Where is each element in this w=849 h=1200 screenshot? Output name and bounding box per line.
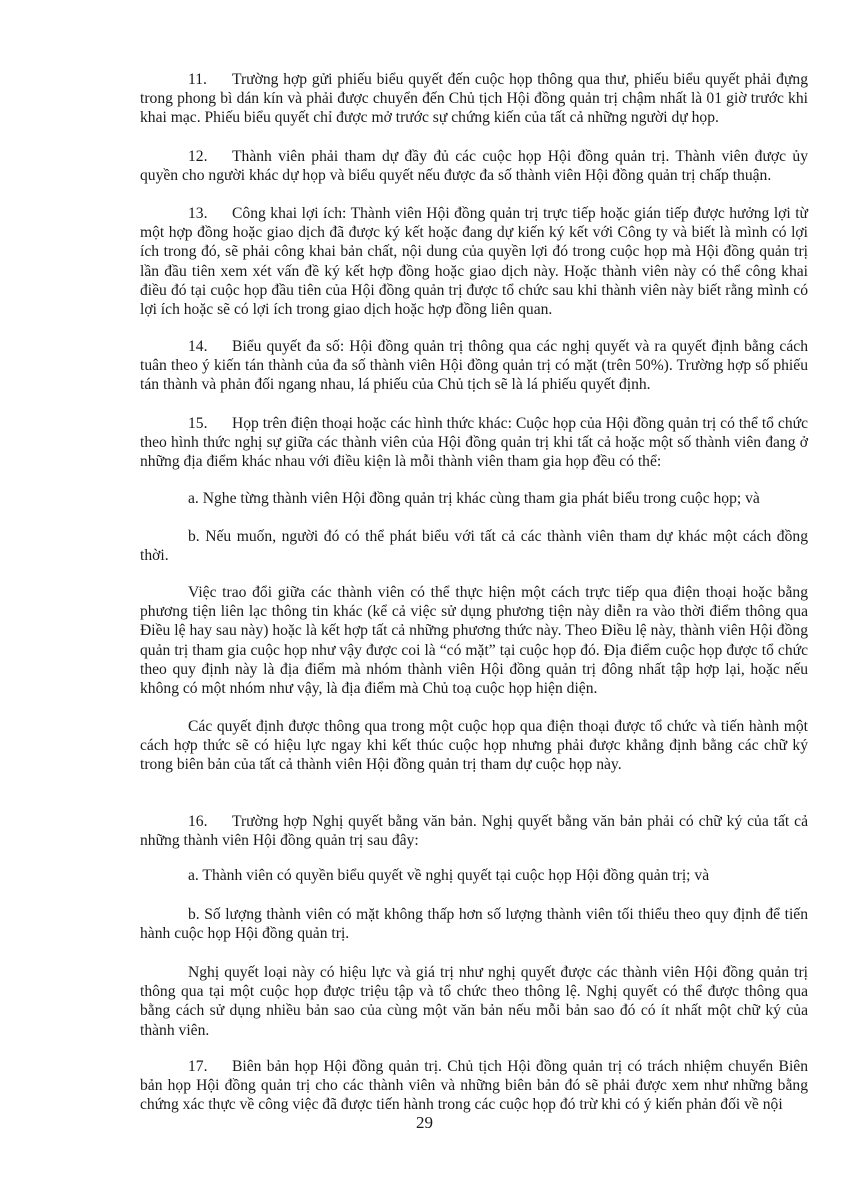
- paragraph-number: 14.: [188, 338, 208, 355]
- paragraph-text: Công khai lợi ích: Thành viên Hội đồng quản trị trực tiếp hoặc gián tiếp được hưởng lợi từ một hợp đồng hoặc giao dịch đã được ký kết hoặc đang dự kiến ký kết với Công ty và biết là mình có lợi ích trong đó, sẽ phải công khai bản chất, nội dung của quyền lợi đó trong cuộc họp mà Hội đồng quản trị lần đầu tiên xem xét vấn đề ký kết hợp đồng hoặc giao dịch này. Hoặc thành viên này có thể công khai điều đó tại cuộc họp đầu tiên của Hội đồng quản trị được tổ chức sau khi thành viên này biết rằng mình có lợi ích hoặc sẽ có lợi ích trong giao dịch hoặc hợp đồng liên quan.: [140, 205, 808, 319]
- paragraph-text: b. Nếu muốn, người đó có thể phát biểu với tất cả các thành viên tham dự khác một cách đồng thời.: [140, 528, 808, 565]
- paragraph-16c: [140, 963, 808, 1040]
- paragraph-16b: [140, 905, 808, 943]
- paragraph-11: [140, 70, 808, 128]
- paragraph-text: Họp trên điện thoại hoặc các hình thức khác: Cuộc họp của Hội đồng quản trị có thể tổ chức theo hình thức nghị sự giữa các thành viên của Hội đồng quản trị khi tất cả hoặc một số thành viên đang ở những địa điểm khác nhau với điều kiện là mỗi thành viên tham gia họp đều có thể:: [140, 415, 808, 471]
- paragraph-16a: [140, 866, 808, 885]
- paragraph-text: Biểu quyết đa số: Hội đồng quản trị thông qua các nghị quyết và ra quyết định bằng cách tuân theo ý kiến tán thành của đa số thành viên Hội đồng quản trị có mặt (trên 50%). Trường hợp số phiếu tán thành và phản đối ngang nhau, lá phiếu của Chủ tịch sẽ là lá phiếu quyết định.: [140, 338, 808, 394]
- paragraph-15: [140, 414, 808, 472]
- paragraph-16: [140, 812, 808, 850]
- paragraph-12: [140, 147, 808, 185]
- paragraph-number: 15.: [188, 415, 208, 432]
- paragraph-number: 12.: [188, 148, 208, 165]
- paragraph-number: 11.: [188, 71, 207, 88]
- paragraph-15d: [140, 717, 808, 775]
- paragraph-15a: [140, 489, 808, 508]
- paragraph-15b: [140, 527, 808, 565]
- paragraph-13: [140, 204, 808, 319]
- paragraph-text: b. Số lượng thành viên có mặt không thấp hơn số lượng thành viên tối thiểu theo quy định để tiến hành cuộc họp Hội đồng quản trị.: [140, 906, 808, 943]
- paragraph-number: 17.: [188, 1058, 208, 1075]
- page-number: 29: [416, 1113, 433, 1132]
- paragraph-number: 13.: [188, 205, 208, 222]
- paragraph-text: Trường hợp Nghị quyết bằng văn bản. Nghị quyết bằng văn bản phải có chữ ký của tất cả những thành viên Hội đồng quản trị sau đây:: [140, 813, 808, 850]
- paragraph-text: Biên bản họp Hội đồng quản trị. Chủ tịch Hội đồng quản trị có trách nhiệm chuyển Biên bản họp Hội đồng quản trị cho các thành viên và những biên bản đó sẽ phải được xem như những bằng chứng xác thực về công việc đã được tiến hành trong các cuộc họp đó trừ khi có ý kiến phản đối về nội: [140, 1058, 808, 1114]
- paragraph-text: Trường hợp gửi phiếu biểu quyết đến cuộc họp thông qua thư, phiếu biểu quyết phải đựng trong phong bì dán kín và phải được chuyển đến Chủ tịch Hội đồng quản trị chậm nhất là 01 giờ trước khi khai mạc. Phiếu biểu quyết chỉ được mở trước sự chứng kiến của tất cả những người dự họp.: [140, 71, 808, 127]
- paragraph-17: [140, 1057, 808, 1115]
- paragraph-text: Việc trao đổi giữa các thành viên có thể thực hiện một cách trực tiếp qua điện thoại hoặc bằng phương tiện liên lạc thông tin khác (kể cả việc sử dụng phương tiện này diễn ra vào thời điểm thông qua Điều lệ hay sau này) hoặc là kết hợp tất cả những phương thức này. Theo Điều lệ này, thành viên Hội đồng quản trị tham gia cuộc họp như vậy được coi là “có mặt” tại cuộc họp đó. Địa điểm cuộc họp được tổ chức theo quy định này là địa điểm mà nhóm thành viên Hội đồng quản trị đông nhất tập hợp lại, hoặc nếu không có một nhóm như vậy, là địa điểm mà Chủ toạ cuộc họp hiện diện.: [140, 584, 808, 698]
- paragraph-number: 16.: [188, 813, 208, 830]
- paragraph-15c: [140, 583, 808, 698]
- paragraph-text: a. Nghe từng thành viên Hội đồng quản trị khác cùng tham gia phát biểu trong cuộc họp; và: [188, 490, 760, 507]
- paragraph-text: Nghị quyết loại này có hiệu lực và giá trị như nghị quyết được các thành viên Hội đồng quản trị thông qua tại một cuộc họp được triệu tập và tổ chức theo thông lệ. Nghị quyết có thể được thông qua bằng cách sử dụng nhiều bản sao của cùng một văn bản nếu mỗi bản sao đó có ít nhất một chữ ký của thành viên.: [140, 964, 808, 1039]
- paragraph-text: Các quyết định được thông qua trong một cuộc họp qua điện thoại được tổ chức và tiến hành một cách hợp thức sẽ có hiệu lực ngay khi kết thúc cuộc họp nhưng phải được khẳng định bằng các chữ ký trong biên bản của tất cả thành viên Hội đồng quản trị tham dự cuộc họp này.: [140, 718, 808, 774]
- paragraph-text: a. Thành viên có quyền biểu quyết về nghị quyết tại cuộc họp Hội đồng quản trị; và: [188, 867, 710, 884]
- paragraph-14: [140, 337, 808, 395]
- paragraph-text: Thành viên phải tham dự đầy đủ các cuộc họp Hội đồng quản trị. Thành viên được ủy quyền cho người khác dự họp và biểu quyết nếu được đa số thành viên Hội đồng quản trị chấp thuận.: [140, 148, 808, 185]
